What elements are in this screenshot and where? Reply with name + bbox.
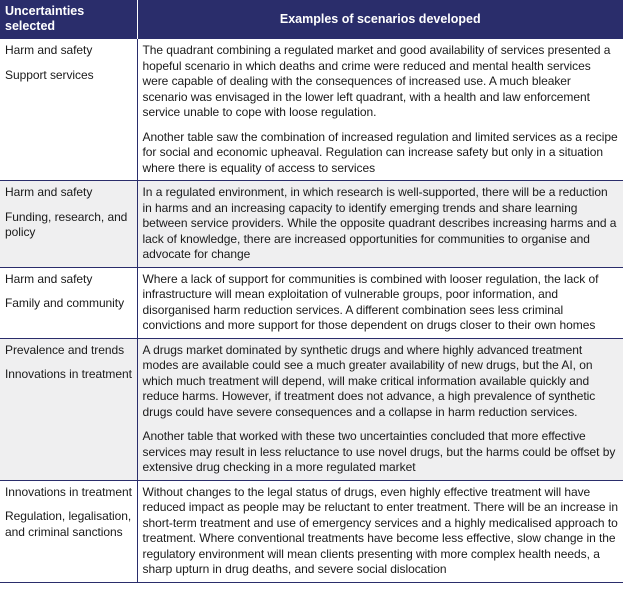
uncertainty-label: Harm and safety [5, 43, 93, 57]
uncertainties-cell [0, 181, 137, 268]
scenario-cell [137, 267, 623, 338]
scenario-cell [137, 338, 623, 480]
scenario-cell [137, 181, 623, 268]
table-row [0, 338, 623, 480]
uncertainty-label: Regulation, legalisation, and criminal sanctions [5, 509, 132, 539]
uncertainty-label: Funding, research, and policy [5, 209, 128, 239]
scenario-paragraph: In a regulated environment, in which research is well-supported, there will be a reduction in harms and an increasing capacity to identify emerging trends and share learning between service providers. While the opposite quadrant describes increasing harms and a lack of knowledge, there are increased opportunities for communities to organise and advocate for change [142, 185, 617, 261]
uncertainty-label: Harm and safety [5, 271, 93, 286]
uncertainty-label: Harm and safety [5, 185, 93, 199]
uncertainty-label: Support services [5, 67, 94, 82]
scenario-paragraph: Another table that worked with these two uncertainties concluded that more effective services may result in less reluctance to use novel drugs, but the harms could be offset by extensive drug checking in a more regulated market [142, 429, 616, 474]
table-header-row [0, 0, 623, 39]
uncertainties-cell [0, 480, 137, 582]
uncertainties-cell [0, 338, 137, 480]
uncertainty-label: Family and community [5, 296, 125, 310]
table-row [0, 181, 623, 268]
table-row [0, 39, 623, 181]
scenario-paragraph: The quadrant combining a regulated market and good availability of services presented a hopeful scenario in which deaths and crime were reduced and mental health services were capable of dealing with the consequences of increased use. A much bleaker scenario was envisaged in the lower left quadrant, with a health and law enforcement service unable to cope with loose regulation. [142, 43, 611, 119]
header-uncertainties: Uncertainties selected [0, 0, 137, 39]
uncertainty-label: Innovations in treatment [5, 484, 132, 499]
scenario-paragraph: Where a lack of support for communities is combined with looser regulation, the lack of infrastructure will mean exploitation of vulnerable groups, poor information, and disorganised harm reduction services. A different combination sees less criminal convictions and more support for those dependent on drugs closer to their own homes [142, 271, 599, 332]
uncertainty-label: Prevalence and trends [5, 342, 125, 357]
table-row [0, 267, 623, 338]
uncertainties-cell [0, 39, 137, 181]
uncertainty-label: Innovations in treatment [5, 367, 132, 381]
scenario-paragraph: A drugs market dominated by synthetic drugs and where highly advanced treatment modes are available could see a much greater availability of new drugs, but the AI, on which much treatment will depend, will make critical information available quickly and reduce harms. However, if treatment does not advance, a high prevalence of synthetic drugs could have severe consequences and a collapse in harm reduction services. [142, 342, 596, 419]
scenario-cell [137, 480, 623, 582]
header-examples: Examples of scenarios developed [137, 0, 623, 39]
uncertainties-cell [0, 267, 137, 338]
scenario-paragraph: Without changes to the legal status of drugs, even highly effective treatment will have reduced impact as people may be reluctant to enter treatment. There will be an increase in short-term treatment and use of emergency services and a highly medicalised approach to treatment. Where conventional treatments have become less effective, slow change in the regulatory environment will mean clients presenting with more complex health needs, a sharp upturn in drug deaths, and severe social dislocation [142, 484, 619, 576]
table-row [0, 480, 623, 582]
scenario-cell [137, 39, 623, 181]
scenario-paragraph: Another table saw the combination of increased regulation and limited services as a recipe for social and economic upheaval. Regulation can increase safety but only in a situation where there is equality of access to services [142, 129, 618, 175]
